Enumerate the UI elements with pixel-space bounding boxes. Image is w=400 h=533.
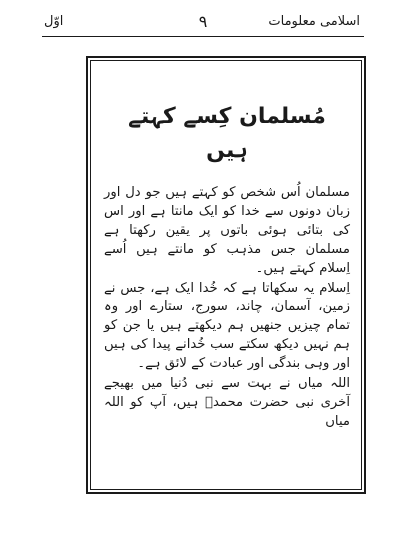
paragraph-2: اِسلام یہ سکھاتا ہے کہ خُدا ایک ہے، جس نے زمین، آسمان، چاند، سورج، ستارے اور وہ تمام چیزیں جنھیں ہم دیکھتے ہیں یا جن کو ہم نہیں دیکھ سکتے سب خُدانے پیدا کی ہیں اور وہی بندگی اور عبادت کے لائق ہے۔ bbox=[104, 280, 350, 372]
volume-label: اوّل bbox=[44, 14, 64, 29]
page-content bbox=[104, 100, 350, 480]
paragraph-1: مسلمان اُس شخص کو کہتے ہیں جو دل اور زبان دونوں سے خدا کو ایک مانتا ہے اور اس کی بتائی ہوئی باتوں پر یقین رکھتا ہے مسلمان جس مذہب کو مانتے ہیں اُسے اِسلام کہتے ہیں۔ bbox=[104, 185, 350, 276]
chapter-heading: مُسلمان کِسے کہتے ہیں bbox=[128, 104, 326, 163]
paragraph-3: اللہ میاں نے بہت سے نبی دُنیا میں بھیجے آخری نبی حضرت محمدؐ ہیں، آپ کو اللہ میاں bbox=[104, 376, 350, 429]
header-rule bbox=[42, 36, 364, 37]
page-number: ۹ bbox=[198, 12, 208, 31]
book-title: اسلامی معلومات bbox=[268, 14, 360, 29]
page-header bbox=[42, 12, 364, 34]
